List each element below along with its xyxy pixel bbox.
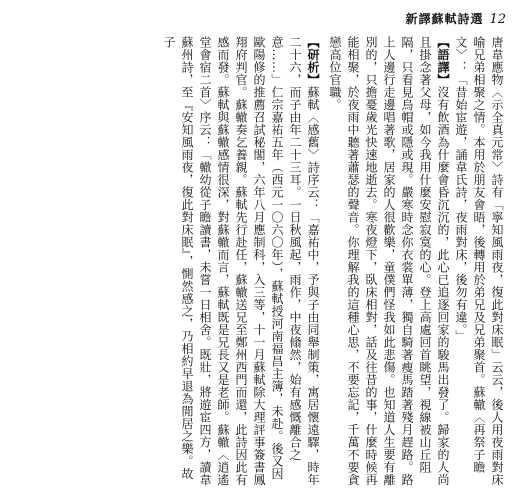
analysis-text: 蘇軾〈感舊〉詩序云：「嘉祐中，予與子由同舉制策，寓居懷遠驛，時年二十六，而子由年二十三耳。一日秋風起，雨作，中夜翛然，始有感慨離合之意……」仁宗嘉祐五年（西元一〇六〇年），蘇軾授河南福昌主簿，未赴。後又因歐陽修的推薦召試秘閣，六年八月應制科，入三等，十一月蘇軾除大理評事簽書鳳翔府判官。蘇轍奏乞養親。蘇軾先行赴任，蘇轍送兄至鄭州西門而還，此詩因此有感而發。蘇軾與蘇轍感情很深，對蘇轍而言，蘇軾既是兄長又是老師。蘇轍〈逍遙堂會宿二首〉序云：「轍幼從子瞻讀書，未嘗一日相舍。既壯，將遊宦四方，讀韋蘇州詩，至『安知風雨夜，復此對床眠』，惻然感之，乃相約早退為閒居之樂。故子 — [162, 36, 320, 486]
translation-text: 沒有飲酒為什麼會昏沉沉的，此心已追逐回家的駿馬出發了。歸家的人尚且掛念著父母，如今我用什麼安慰寂寞的心。登上高處回首眺望，視線被山丘阻隔，只看見烏帽或隱或現。嚴寒時念你衣裳單薄，獨自騎著瘦馬踏著殘月趕路。路上人邊行走邊唱著歌，居家的人很歡樂，童僕們怪我如此悲傷。也知道人生要有離別的，只擔憂歲光快速地逝去。寒夜燈下，臥床相對，話及往昔的事，什麼時候再能相聚，於夜雨中聽著蕭瑟的聲音。你理解我的這種心思，不要忘記，千萬不要貪戀高位官職。 — [328, 36, 450, 486]
vertical-text-body — [14, 36, 506, 488]
analysis-label: 【研析】 — [306, 36, 320, 86]
translation-paragraph — [326, 36, 452, 488]
note-paragraph — [452, 36, 506, 488]
page-number: 12 — [489, 12, 506, 27]
translation-label: 【語譯】 — [436, 36, 450, 86]
page-header — [405, 10, 506, 27]
note-text: 唐韋應物〈示全真元常〉詩有「寧知風雨夜，復此對床眠」云云，後人用夜雨對床喻兄弟相聚之情。本用於朋友會晤，後轉用於弟兄及兄弟聚首。蘇轍〈再祭子瞻文〉：「昔始宦遊，誦韋氏詩，夜雨對床，後勿有違。」 — [454, 36, 504, 486]
running-title: 新譯蘇軾詩選 — [405, 12, 484, 26]
analysis-paragraph — [160, 36, 322, 488]
